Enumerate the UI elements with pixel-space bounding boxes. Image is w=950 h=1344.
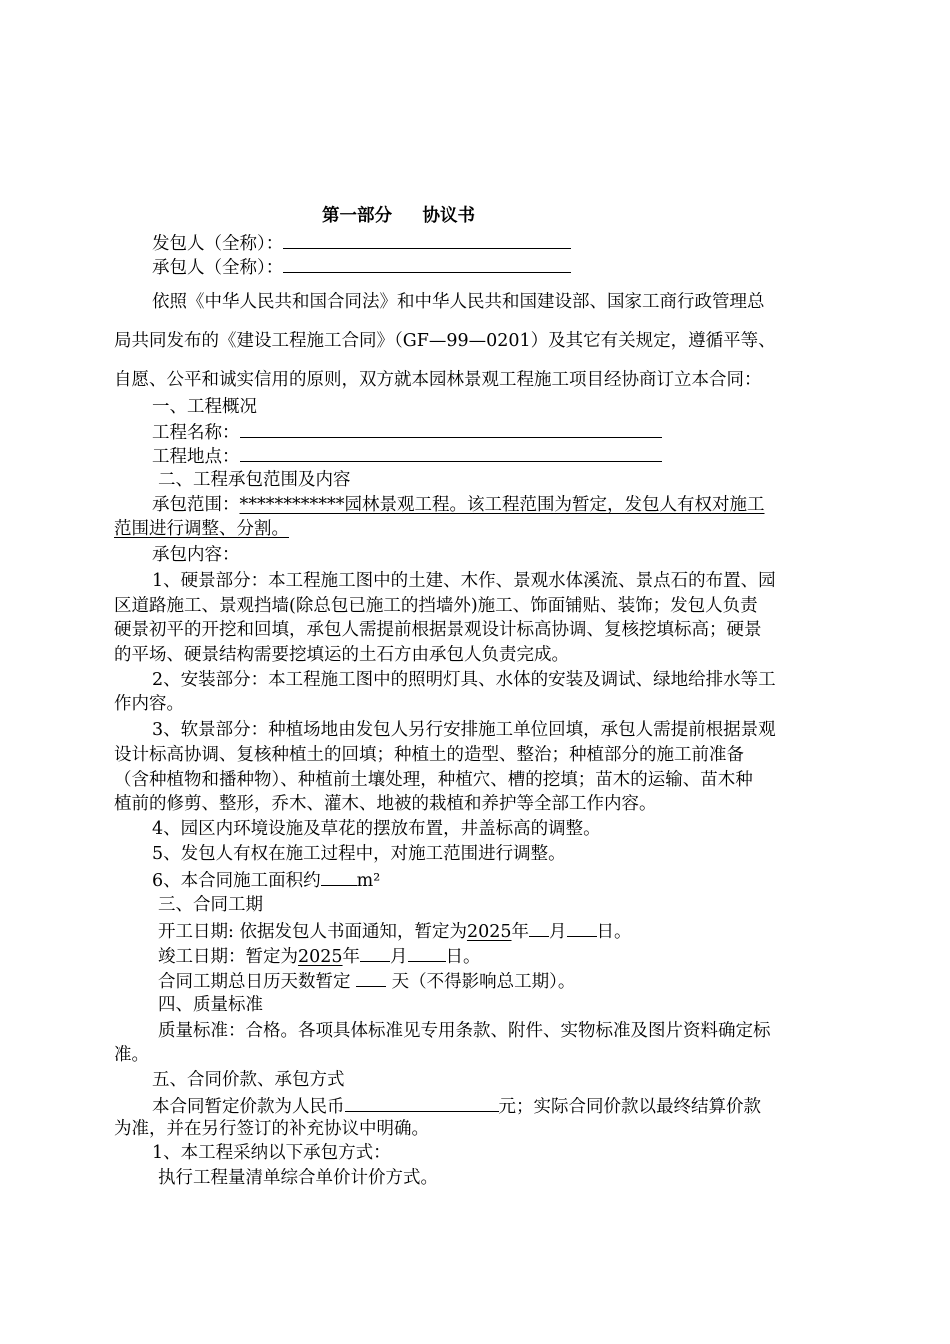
method-text: 执行工程量清单综合单价计价方式。 bbox=[158, 1168, 438, 1188]
item3-line-3: （含种植物和播种物）、种植前土壤处理，种植穴、槽的挖填；苗木的运输、苗木种 bbox=[114, 770, 753, 790]
project-name-line bbox=[152, 419, 662, 445]
item4-line: 4、园区内环境设施及草花的摆放布置，井盖标高的调整。 bbox=[152, 819, 601, 839]
contractor-label: 承包人（全称）： bbox=[152, 258, 284, 278]
item1-line-2: 区道路施工、景观挡墙(除总包已施工的挡墙外)施工、饰面铺贴、装饰；发包人负责 bbox=[114, 596, 758, 616]
preamble-line-2: 局共同发布的《建设工程施工合同》（GF—99—0201）及其它有关规定，遵循平等、 bbox=[114, 331, 776, 351]
section4-heading: 四、质量标准 bbox=[158, 995, 263, 1015]
item6-unit: m² bbox=[356, 871, 381, 891]
scope-label: 承包范围： bbox=[152, 495, 240, 515]
start-day-suffix: 日。 bbox=[596, 922, 632, 942]
employer-label: 发包人（全称）： bbox=[152, 234, 284, 254]
start-date-prefix: 开工日期: 依据发包人书面通知，暂定为 bbox=[158, 922, 467, 942]
employer-blank[interactable] bbox=[283, 230, 571, 249]
quality-line-1: 质量标准：合格。各项具体标准见专用条款、附件、实物标准及图片资料确定标 bbox=[158, 1021, 771, 1041]
duration-line bbox=[158, 968, 575, 994]
project-name-blank[interactable] bbox=[240, 419, 662, 438]
price-prefix: 本合同暂定价款为人民币 bbox=[152, 1097, 345, 1117]
item1-line-1: 1、硬景部分：本工程施工图中的土建、木作、景观水体溪流、景点石的布置、园 bbox=[152, 571, 776, 591]
section3-heading: 三、合同工期 bbox=[158, 895, 263, 915]
section2-heading: 二、工程承包范围及内容 bbox=[158, 470, 351, 490]
scope-text-2: 范围进行调整、分割。 bbox=[114, 519, 289, 539]
duration-suffix: 天（不得影响总工期）。 bbox=[386, 972, 576, 992]
item6-prefix: 6、本合同施工面积约 bbox=[152, 871, 321, 891]
price-suffix: 元；实际合同价款以最终结算价款 bbox=[498, 1097, 761, 1117]
duration-blank[interactable] bbox=[356, 968, 386, 987]
item3-line-4: 植前的修剪、整形，乔木、灌木、地被的栽植和养护等全部工作内容。 bbox=[114, 794, 657, 814]
page-title: 第一部分 协议书 bbox=[322, 206, 475, 226]
item2-line-2: 作内容。 bbox=[114, 694, 184, 714]
finish-year-suffix: 年 bbox=[342, 947, 361, 967]
start-year: 2025 bbox=[466, 922, 512, 942]
finish-day-suffix: 日。 bbox=[445, 947, 481, 967]
item5-line: 5、发包人有权在施工过程中，对施工范围进行调整。 bbox=[152, 844, 566, 864]
preamble-line-3: 自愿、公平和诚实信用的原则，双方就本园林景观工程施工项目经协商订立本合同： bbox=[114, 370, 762, 390]
item1-line-3: 硬景初平的开挖和回填，承包人需提前根据景观设计标高协调、复核挖填标高；硬景 bbox=[114, 620, 762, 640]
employer-line bbox=[152, 230, 571, 256]
section5-heading: 五、合同价款、承包方式 bbox=[152, 1070, 345, 1090]
price-blank[interactable] bbox=[345, 1093, 499, 1112]
content-label: 承包内容： bbox=[152, 545, 240, 565]
price-line-2: 为准，并在另行签订的补充协议中明确。 bbox=[114, 1119, 429, 1139]
finish-date-line bbox=[158, 943, 481, 969]
quality-line-2: 准。 bbox=[114, 1045, 149, 1065]
item2-line-1: 2、安装部分：本工程施工图中的照明灯具、水体的安装及调试、绿地给排水等工 bbox=[152, 670, 776, 690]
start-month-blank[interactable] bbox=[529, 918, 549, 937]
start-month-suffix: 月 bbox=[549, 922, 567, 942]
project-location-label: 工程地点： bbox=[152, 447, 240, 467]
item3-line-1: 3、软景部分：种植场地由发包人另行安排施工单位回填，承包人需提前根据景观 bbox=[152, 720, 776, 740]
contractor-blank[interactable] bbox=[283, 254, 571, 273]
item6-line bbox=[152, 867, 380, 893]
finish-date-prefix: 竣工日期：暂定为 bbox=[158, 947, 298, 967]
scope-text-1: ************园林景观工程。该工程范围为暂定，发包人有权对施工 bbox=[239, 495, 765, 515]
finish-day-blank[interactable] bbox=[408, 943, 446, 962]
finish-year: 2025 bbox=[298, 947, 343, 967]
duration-prefix: 合同工期总日历天数暂定 bbox=[158, 972, 357, 992]
project-location-blank[interactable] bbox=[240, 443, 662, 462]
project-name-label: 工程名称： bbox=[152, 423, 240, 443]
finish-month-suffix: 月 bbox=[390, 947, 408, 967]
project-location-line bbox=[152, 443, 662, 469]
item3-line-2: 设计标高协调、复核种植土的回填；种植土的造型、整治；种植部分的施工前准备 bbox=[114, 745, 744, 765]
start-date-line bbox=[158, 918, 632, 944]
item1-line-4: 的平场、硬景结构需要挖填运的土石方由承包人负责完成。 bbox=[114, 645, 569, 665]
finish-month-blank[interactable] bbox=[360, 943, 390, 962]
area-blank[interactable] bbox=[321, 867, 357, 886]
start-day-blank[interactable] bbox=[567, 918, 597, 937]
method-heading: 1、本工程采纳以下承包方式： bbox=[152, 1143, 391, 1163]
preamble-line-1: 依照《中华人民共和国合同法》和中华人民共和国建设部、国家工商行政管理总 bbox=[152, 292, 765, 312]
start-year-suffix: 年 bbox=[511, 922, 530, 942]
section1-heading: 一、工程概况 bbox=[152, 397, 257, 417]
price-line-1 bbox=[152, 1093, 761, 1119]
contractor-line bbox=[152, 254, 571, 280]
scope-line-1 bbox=[152, 493, 765, 517]
